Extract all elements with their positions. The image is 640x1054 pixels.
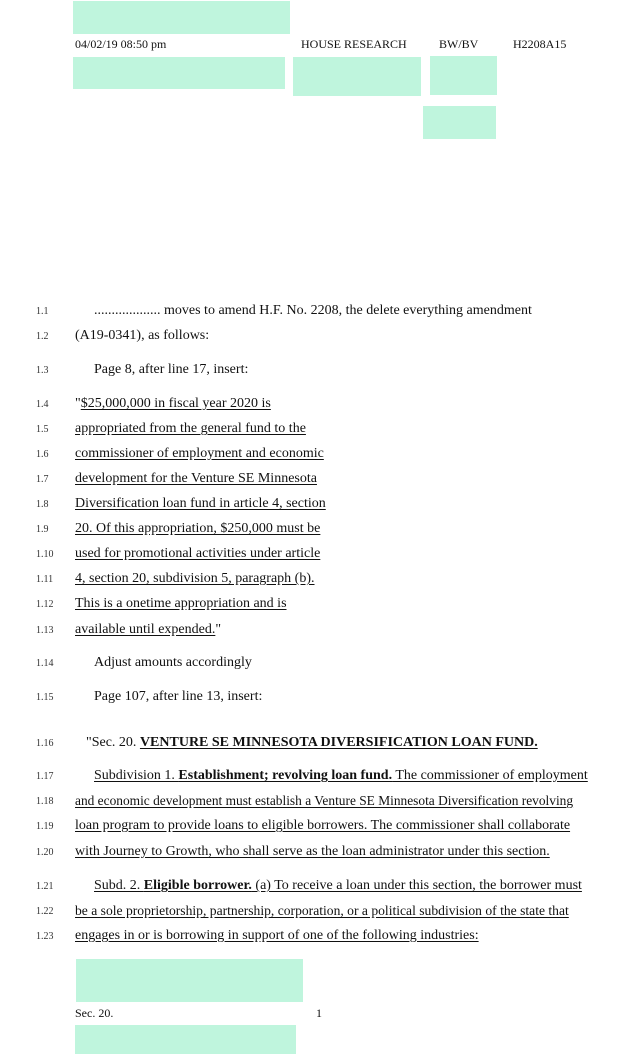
line [0, 927, 640, 947]
header-doc-id: H2208A15 [513, 37, 567, 51]
line-number: 1.12 [36, 599, 54, 610]
line [0, 470, 640, 490]
redaction-block [73, 57, 285, 89]
subdivision-label: Subdivision 1. [94, 768, 179, 783]
inserted-text: engages in or is borrowing in support of one of the following industries: [75, 928, 479, 943]
line-number: 1.6 [36, 449, 49, 460]
inserted-text: appropriated from the general fund to the [75, 421, 306, 436]
inserted-text: This is a onetime appropriation and is [75, 596, 287, 611]
line-number: 1.9 [36, 524, 49, 535]
inserted-text: development for the Venture SE Minnesota [75, 471, 317, 486]
line [0, 877, 640, 897]
redaction-block [293, 57, 421, 96]
inserted-text: used for promotional activities under article [75, 546, 321, 561]
inserted-text: be a sole proprietorship, partnership, corporation, or a political subdivision of the state that [75, 903, 569, 918]
footer-page-number: 1 [316, 1006, 322, 1020]
line [0, 520, 640, 540]
line-number: 1.17 [36, 771, 54, 782]
line-text: Adjust amounts accordingly [94, 655, 252, 670]
redaction-block [75, 1025, 296, 1054]
inserted-text: and economic development must establish a Venture SE Minnesota Diversification revolving [75, 793, 574, 808]
line-number: 1.18 [36, 796, 54, 807]
close-quote: " [215, 622, 222, 637]
inserted-text [94, 877, 582, 895]
inserted-text: loan program to provide loans to eligible borrowers. The commissioner shall collaborate [75, 818, 571, 833]
subdivision-title: Establishment; revolving loan fund. [178, 768, 393, 783]
inserted-text [94, 767, 588, 785]
line [0, 654, 640, 674]
line-text: (A19-0341), as follows: [75, 328, 210, 343]
subdivision-text: (a) To receive a loan under this section, the borrower must [251, 878, 582, 893]
inserted-text: 4, section 20, subdivision 5, paragraph (b). [75, 571, 315, 586]
line-text [75, 621, 221, 639]
line-text: Page 107, after line 13, insert: [94, 689, 263, 704]
open-quote: " [75, 396, 81, 411]
line [0, 495, 640, 515]
line [0, 570, 640, 590]
line [0, 688, 640, 708]
line-number: 1.7 [36, 474, 49, 485]
line [0, 361, 640, 381]
section-title: VENTURE SE MINNESOTA DIVERSIFICATION LOAN FUND. [139, 735, 538, 750]
line [0, 843, 640, 863]
line [0, 395, 640, 415]
section-heading [86, 734, 538, 752]
line [0, 327, 640, 347]
line-number: 1.4 [36, 399, 49, 410]
redaction-block [73, 1, 290, 34]
line-number: 1.20 [36, 847, 54, 858]
redaction-block [423, 106, 496, 139]
redaction-block [76, 959, 303, 1002]
line-number: 1.23 [36, 931, 54, 942]
header-datetime: 04/02/19 08:50 pm [75, 37, 167, 51]
line-number: 1.11 [36, 574, 54, 585]
inserted-text: commissioner of employment and economic [75, 446, 324, 461]
line-number: 1.1 [36, 306, 49, 317]
header-initials: BW/BV [439, 37, 479, 51]
line [0, 734, 640, 754]
line-number: 1.13 [36, 625, 54, 636]
line-text: ................... moves to amend H.F. No. 2208, the delete everything amendment [94, 303, 532, 318]
inserted-text: Diversification loan fund in article 4, section [75, 496, 326, 511]
line [0, 792, 640, 812]
line [0, 621, 640, 641]
line-number: 1.10 [36, 549, 54, 560]
inserted-text: with Journey to Growth, who shall serve as the loan administrator under this section. [75, 844, 550, 859]
line [0, 595, 640, 615]
line-number: 1.22 [36, 906, 54, 917]
line [0, 817, 640, 837]
subdivision-title: Eligible borrower. [143, 878, 252, 893]
line-number: 1.8 [36, 499, 49, 510]
footer-section: Sec. 20. [75, 1006, 114, 1020]
line-number: 1.16 [36, 738, 54, 749]
inserted-text: 20. Of this appropriation, $250,000 must be [75, 521, 321, 536]
line-number: 1.2 [36, 331, 49, 342]
inserted-text: $25,000,000 in fiscal year 2020 is [80, 396, 271, 411]
line-number: 1.5 [36, 424, 49, 435]
line-number: 1.14 [36, 658, 54, 669]
line [0, 545, 640, 565]
line [0, 420, 640, 440]
subdivision-label: Subd. 2. [94, 878, 144, 893]
line [0, 302, 640, 322]
line-number: 1.21 [36, 881, 54, 892]
redaction-block [430, 56, 497, 95]
line-number: 1.15 [36, 692, 54, 703]
header-office: HOUSE RESEARCH [301, 37, 407, 51]
section-prefix: "Sec. 20. [86, 735, 140, 750]
line [0, 902, 640, 922]
line-text: Page 8, after line 17, insert: [94, 362, 249, 377]
line [0, 445, 640, 465]
line-number: 1.19 [36, 821, 54, 832]
subdivision-text: The commissioner of employment [392, 768, 588, 783]
line-number: 1.3 [36, 365, 49, 376]
inserted-text: available until expended. [75, 622, 216, 637]
line-text [75, 395, 271, 413]
line [0, 767, 640, 787]
